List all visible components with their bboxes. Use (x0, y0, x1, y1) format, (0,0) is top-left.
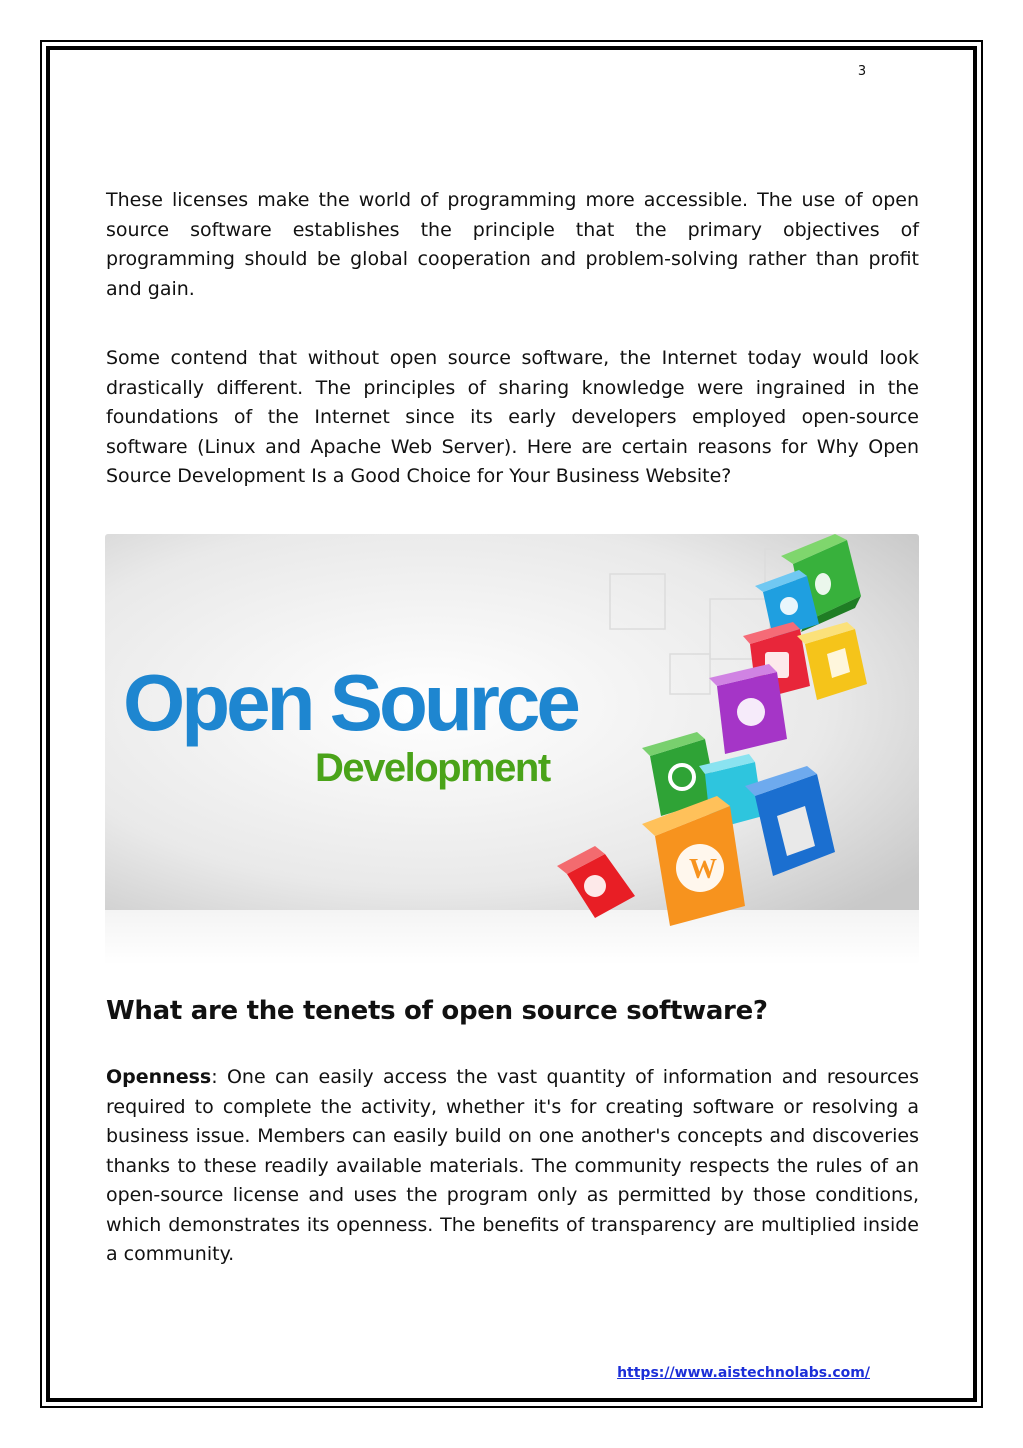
paragraph-licenses: These licenses make the world of programming more accessible. The use of open source software establishes the principle that the primary objectives of programming should be global cooperation and problem-solving rather than profit and gain. (106, 189, 919, 300)
website-link[interactable]: https://www.aistechnolabs.com/ (617, 1365, 870, 1381)
svg-text:W: W (689, 854, 717, 885)
banner-title-line2: Development (315, 746, 550, 790)
page-number: 3 (857, 64, 867, 79)
open-source-banner (105, 534, 919, 965)
banner-title-line1: Open Source (123, 658, 577, 747)
paragraph-openness (106, 1063, 919, 1270)
openness-body: : One can easily access the vast quantity of information and resources required to complete the activity, whether it's for creating software or resolving a business issue. Members can easily build on one another's concepts and discoveries thanks to these readily available materials. The community respects the rules of an open-source license and uses the program only as permitted by those conditions, which demonstrates its openness. The benefits of transparency are multiplied inside a community. (106, 1066, 919, 1265)
openness-term: Openness (106, 1066, 212, 1088)
paragraph-internet: Some contend that without open source software, the Internet today would look drastically different. The principles of sharing knowledge were ingrained in the foundations of the Internet since its early developers employed open-source software (Linux and Apache Web Server). Here are certain reasons for Why Open Source Development Is a Good Choice for Your Business Website? (106, 347, 919, 487)
section-heading: What are the tenets of open source software? (106, 996, 768, 1026)
